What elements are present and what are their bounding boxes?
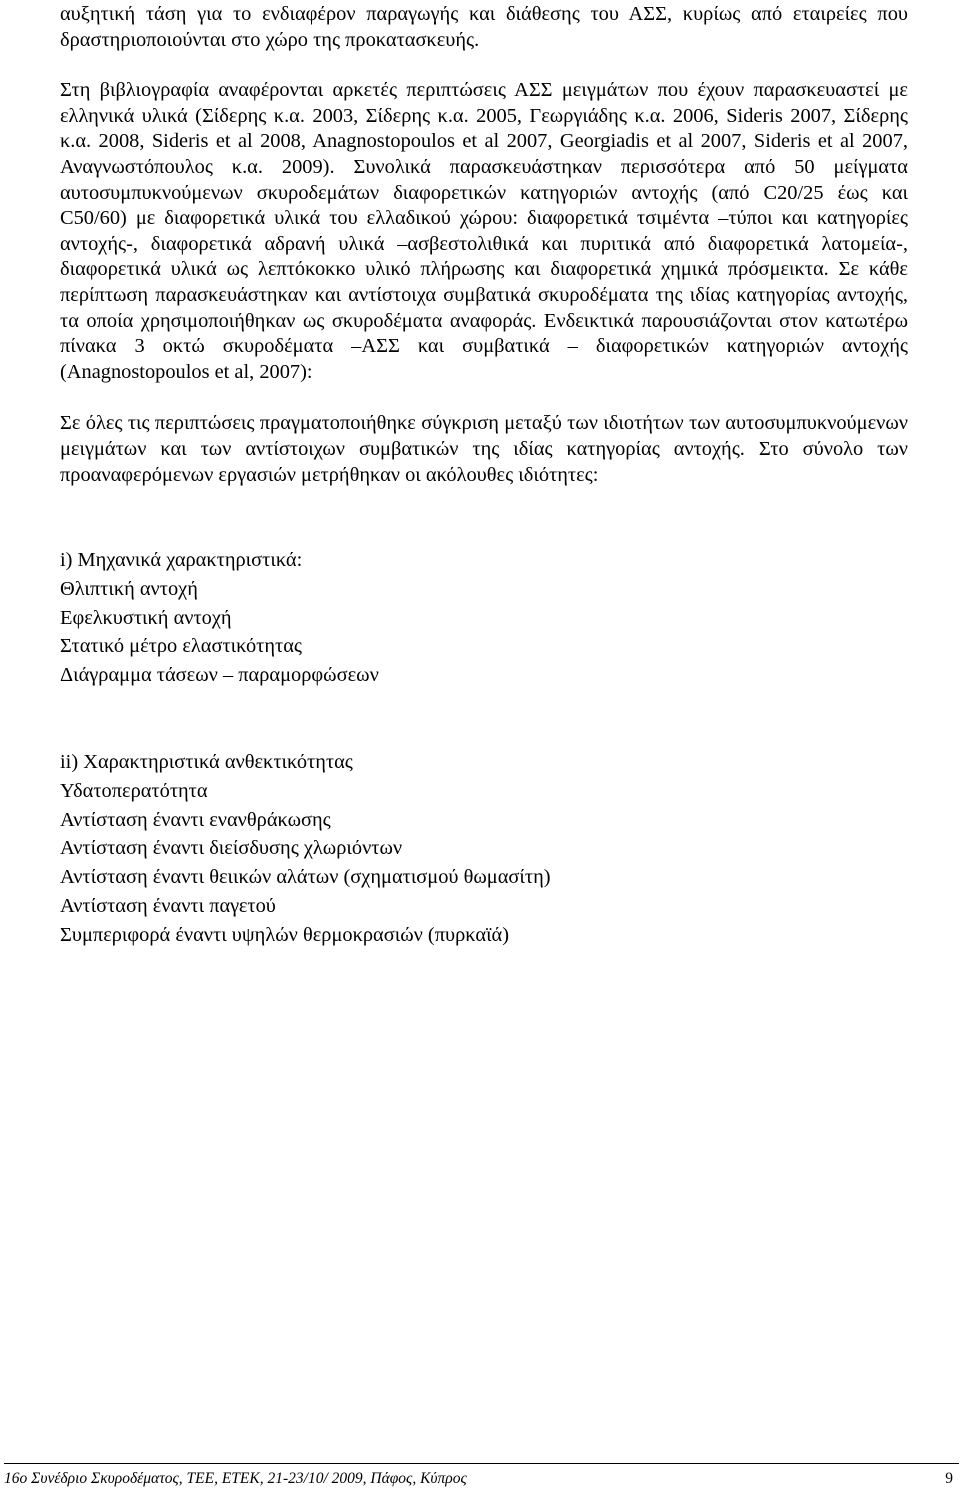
list-item: Αντίσταση έναντι ενανθράκωσης <box>60 808 331 831</box>
durability-properties-list <box>60 748 908 950</box>
list-item: Υδατοπερατότητα <box>60 779 208 802</box>
mechanical-properties-list <box>60 546 908 690</box>
conference-footer-text: 16ο Συνέδριο Σκυροδέματος, ΤΕΕ, ΕΤΕΚ, 21-23/10/ 2009, Πάφος, Κύπρος <box>4 1470 467 1487</box>
list-item: Αντίσταση έναντι θειικών αλάτων (σχηματισμού θωμασίτη) <box>60 866 551 889</box>
footer-divider <box>4 1463 959 1464</box>
body-paragraph-1: αυξητική τάση για το ενδιαφέρον παραγωγής και διάθεσης του ΑΣΣ, κυρίως από εταιρείες που δραστηριοποιούνται στο χώρο της προκατασκευής. <box>60 3 908 51</box>
body-paragraph-3: Σε όλες τις περιπτώσεις πραγματοποιήθηκε σύγκριση μεταξύ των ιδιοτήτων των αυτοσυμπυκνούμενων μειγμάτων και των αντίστοιχων συμβατικών της ιδίας κατηγορίας αντοχής. Στο σύνολο των προαναφερόμενων εργασιών μετρήθηκαν οι ακόλουθες ιδιότητες: <box>60 412 908 486</box>
mechanical-heading: i) Μηχανικά χαρακτηριστικά: <box>60 549 303 572</box>
list-item: Στατικό μέτρο ελαστικότητας <box>60 635 302 658</box>
durability-heading: ii) Χαρακτηριστικά ανθεκτικότητας <box>60 751 353 774</box>
document-page <box>60 2 908 950</box>
page-number: 9 <box>945 1470 953 1487</box>
list-item: Εφελκυστική αντοχή <box>60 606 232 629</box>
list-item: Θλιπτική αντοχή <box>60 577 198 600</box>
list-item: Διάγραμμα τάσεων – παραμορφώσεων <box>60 664 379 687</box>
list-item: Αντίσταση έναντι παγετού <box>60 895 276 918</box>
list-item: Αντίσταση έναντι διείσδυσης χλωριόντων <box>60 837 403 860</box>
body-paragraph-2: Στη βιβλιογραφία αναφέρονται αρκετές περιπτώσεις ΑΣΣ μειγμάτων που έχουν παρασκευαστεί με ελληνικά υλικά (Σίδερης κ.α. 2003, Σίδερης κ.α. 2005, Γεωργιάδης κ.α. 2006, Sideris 2007, Σίδερης κ.α. 2008, Sideris et al 2008, Anagnostopoulos et al 2007, Georgiadis et al 2007, Sideris et al 2007, Αναγνωστόπουλος κ.α. 2009). Συνολικά παρασκευάστηκαν περισσότερα από 50 μείγματα αυτοσυμπυκνούμενων σκυροδεμάτων διαφορετικών κατηγοριών αντοχής (από C20/25 έως και C50/60) με διαφορετικά υλικά του ελλαδικού χώρου: διαφορετικά τσιμέντα –τύποι και κατηγορίες αντοχής-, διαφορετικά αδρανή υλικά –ασβεστολιθικά και πυριτικά από διαφορετικά λατομεία-, διαφορετικά υλικά ως λεπτόκοκκο υλικό πλήρωσης και διαφορετικά χημικά πρόσμεικτα. Σε κάθε περίπτωση παρασκευάστηκαν και αντίστοιχα συμβατικά σκυροδέματα της ιδίας κατηγορίας αντοχής, τα οποία χρησιμοποιήθηκαν ως σκυροδέματα αναφοράς. Ενδεικτικά παρουσιάζονται στον κατωτέρω πίνακα 3 οκτώ σκυροδέματα –ΑΣΣ και συμβατικά – διαφορετικών κατηγοριών αντοχής (Anagnostopoulos et al, 2007): <box>60 79 908 383</box>
list-item: Συμπεριφορά έναντι υψηλών θερμοκρασιών (πυρκαϊά) <box>60 923 510 946</box>
